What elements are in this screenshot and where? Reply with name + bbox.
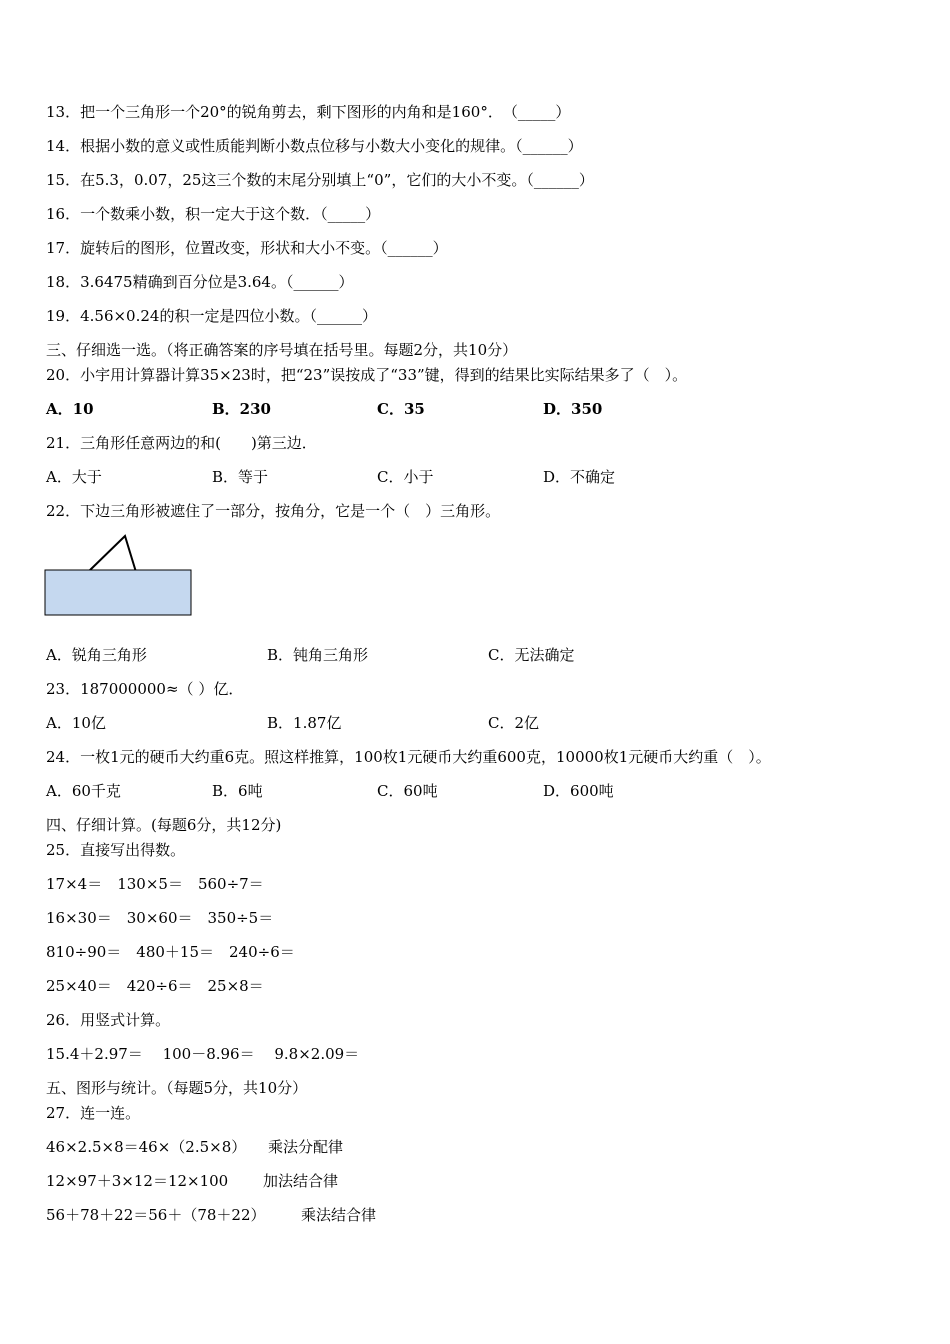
question-22: 22．下边三角形被遮住了一部分，按角分，它是一个（ ）三角形。 [46, 502, 501, 520]
cover-rectangle [45, 570, 191, 615]
question-16: 16．一个数乘小数，积一定大于这个数．（_____） [46, 205, 381, 223]
question-25-title: 25．直接写出得数。 [46, 841, 186, 859]
question-26-title: 26．用竖式计算。 [46, 1011, 171, 1029]
question-15: 15．在5.3，0.07，25这三个数的末尾分别填上“0”，它们的大小不变。（______） [46, 171, 594, 189]
q23-option-a: A．10亿 [46, 714, 106, 732]
q27-law-3: 乘法结合律 [301, 1206, 377, 1224]
q25-row-2: 16×30＝ 30×60＝ 350÷5＝ [46, 909, 274, 927]
question-17: 17．旋转后的图形，位置改变，形状和大小不变。（______） [46, 239, 448, 257]
q26-row: 15.4＋2.97＝ 100－8.96＝ 9.8×2.09＝ [46, 1045, 360, 1063]
section-4-heading: 四、仔细计算。(每题6分，共12分) [46, 816, 282, 834]
question-18: 18．3.6475精确到百分位是3.64。（______） [46, 273, 354, 291]
q27-law-1: 乘法分配律 [268, 1138, 344, 1156]
covered-triangle-figure [44, 532, 194, 618]
question-27-title: 27．连一连。 [46, 1104, 141, 1122]
q23-option-c: C．2亿 [488, 714, 540, 732]
q22-option-c: C．无法确定 [488, 646, 575, 664]
question-19: 19．4.56×0.24的积一定是四位小数。（______） [46, 307, 377, 325]
q21-option-a: A．大于 [46, 468, 102, 486]
q23-option-b: B．1.87亿 [267, 714, 342, 732]
q20-option-b: B．230 [212, 400, 271, 418]
q22-option-a: A．锐角三角形 [46, 646, 147, 664]
q24-option-d: D．600吨 [543, 782, 614, 800]
q20-option-d: D．350 [543, 400, 603, 418]
q24-option-a: A．60千克 [46, 782, 121, 800]
q24-option-b: B．6吨 [212, 782, 263, 800]
q21-option-b: B．等于 [212, 468, 269, 486]
section-3-heading: 三、仔细选一选。（将正确答案的序号填在括号里。每题2分，共10分） [46, 341, 518, 359]
q21-option-d: D．不确定 [543, 468, 616, 486]
q22-option-b: B．钝角三角形 [267, 646, 369, 664]
q24-option-c: C．60吨 [377, 782, 438, 800]
q27-law-2: 加法结合律 [263, 1172, 339, 1190]
q27-expression-1: 46×2.5×8＝46×（2.5×8） [46, 1138, 247, 1156]
q20-option-c: C．35 [377, 400, 425, 418]
question-21: 21．三角形任意两边的和( )第三边． [46, 434, 317, 452]
q27-expression-3: 56＋78＋22＝56＋（78＋22） [46, 1206, 266, 1224]
q25-row-1: 17×4＝ 130×5＝ 560÷7＝ [46, 875, 264, 893]
question-23: 23．187000000≈（ ）亿． [46, 680, 244, 698]
q20-option-a: A．10 [46, 400, 94, 418]
q25-row-4: 25×40＝ 420÷6＝ 25×8＝ [46, 977, 264, 995]
question-20: 20．小宇用计算器计算35×23时，把“23”误按成了“33”键，得到的结果比实际结果多了（ ）。 [46, 366, 688, 384]
q27-expression-2: 12×97＋3×12＝12×100 [46, 1172, 229, 1190]
q25-row-3: 810÷90＝ 480＋15＝ 240÷6＝ [46, 943, 295, 961]
question-14: 14．根据小数的意义或性质能判断小数点位移与小数大小变化的规律。（______） [46, 137, 583, 155]
question-13: 13．把一个三角形一个20°的锐角剪去，剩下图形的内角和是160°． （_____） [46, 103, 571, 121]
question-24: 24．一枚1元的硬币大约重6克。照这样推算，100枚1元硬币大约重600克，10000枚1元硬币大约重（ ）。 [46, 748, 771, 766]
q21-option-c: C．小于 [377, 468, 434, 486]
section-5-heading: 五、图形与统计。（每题5分，共10分） [46, 1079, 308, 1097]
triangle-visible-edges [88, 536, 136, 572]
